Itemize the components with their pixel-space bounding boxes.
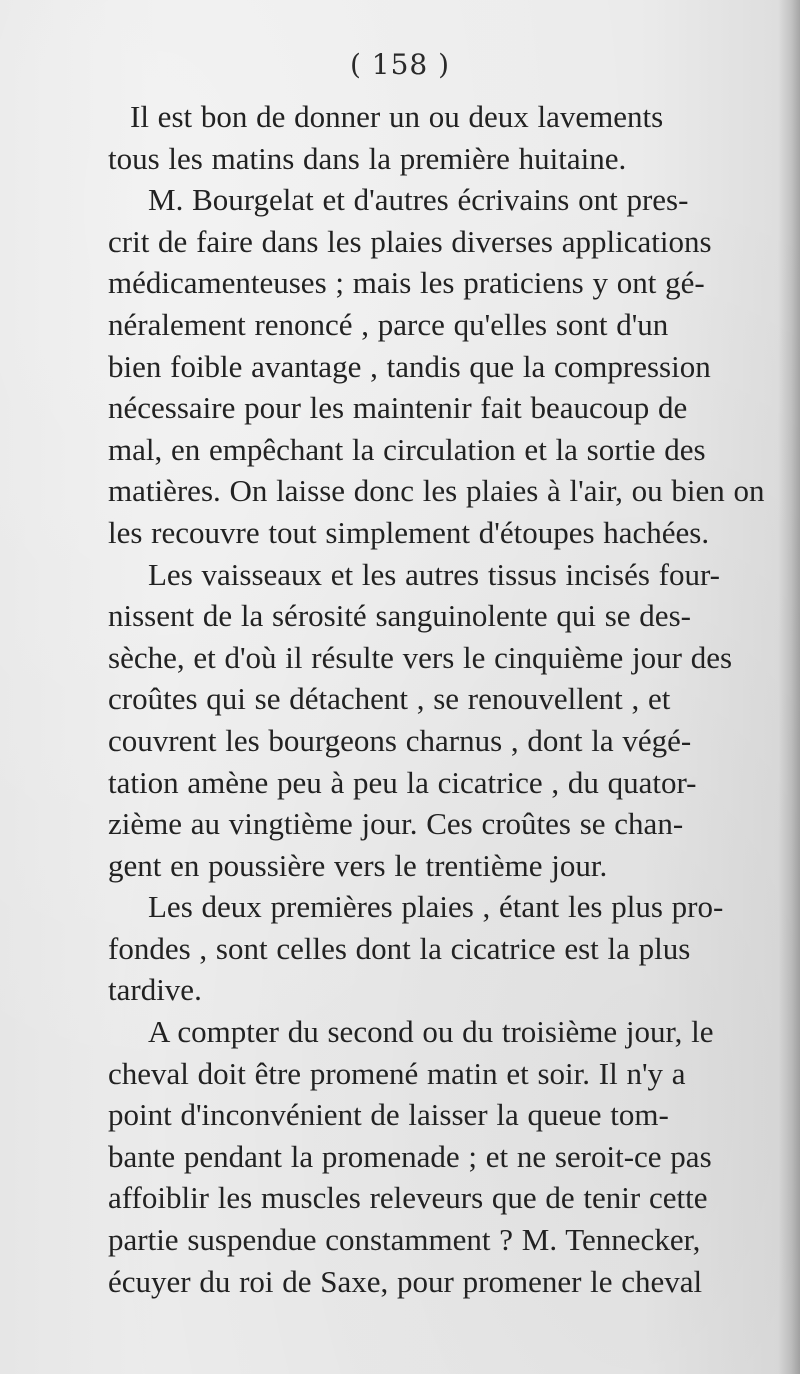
text-line: nécessaire pour les maintenir fait beaucoup de — [108, 390, 688, 426]
text-line: partie suspendue constamment ? M. Tennecker, — [108, 1222, 701, 1258]
text-line: médicamenteuses ; mais les praticiens y ont gé- — [108, 265, 705, 301]
text-line: tation amène peu à peu la cicatrice , du quator- — [108, 764, 697, 800]
text-line: fondes , sont celles dont la cicatrice est la plus — [108, 930, 691, 966]
text-line: cheval doit être promené matin et soir. Il n'y a — [108, 1055, 686, 1091]
text-line: Les deux premières plaies , étant les plus pro- — [148, 889, 724, 925]
text-line: point d'inconvénient de laisser la queue tom- — [108, 1097, 669, 1133]
text-line: néralement renoncé , parce qu'elles sont d'un — [108, 306, 669, 342]
text-line: crit de faire dans les plaies diverses applications — [108, 223, 712, 259]
text-line: Il est bon de donner un ou deux lavements — [130, 99, 664, 134]
text-line: M. Bourgelat et d'autres écrivains ont pres- — [148, 182, 689, 218]
text-line: sèche, et d'où il résulte vers le cinquième jour des — [108, 639, 733, 675]
text-line: matières. On laisse donc les plaies à l'air, ou bien on — [108, 473, 765, 509]
text-line: mal, en empêchant la circulation et la sortie des — [108, 431, 706, 467]
text-line: couvrent les bourgeons charnus , dont la végé- — [108, 722, 692, 758]
text-line: zième au vingtième jour. Ces croûtes se chan- — [108, 806, 684, 842]
text-line: écuyer du roi de Saxe, pour promener le cheval — [108, 1263, 703, 1299]
text-line: tardive. — [108, 972, 202, 1008]
text-line: bante pendant la promenade ; et ne seroit-ce pas — [108, 1138, 712, 1174]
text-line: bien foible avantage , tandis que la compression — [108, 348, 711, 384]
text-line: A compter du second ou du troisième jour, le — [148, 1014, 714, 1050]
page-number: ( 158 ) — [349, 48, 451, 81]
body-text — [108, 96, 788, 1302]
text-line: nissent de la sérosité sanguinolente qui se des- — [108, 598, 691, 634]
text-line: croûtes qui se détachent , se renouvellent , et — [108, 681, 671, 717]
text-line: affoiblir les muscles releveurs que de tenir cette — [108, 1180, 708, 1216]
text-line: Les vaisseaux et les autres tissus incisés four- — [148, 556, 720, 592]
text-line: gent en poussière vers le trentième jour. — [108, 847, 608, 883]
text-line: tous les matins dans la première huitaine. — [108, 140, 627, 176]
text-line: les recouvre tout simplement d'étoupes hachées. — [108, 514, 710, 550]
